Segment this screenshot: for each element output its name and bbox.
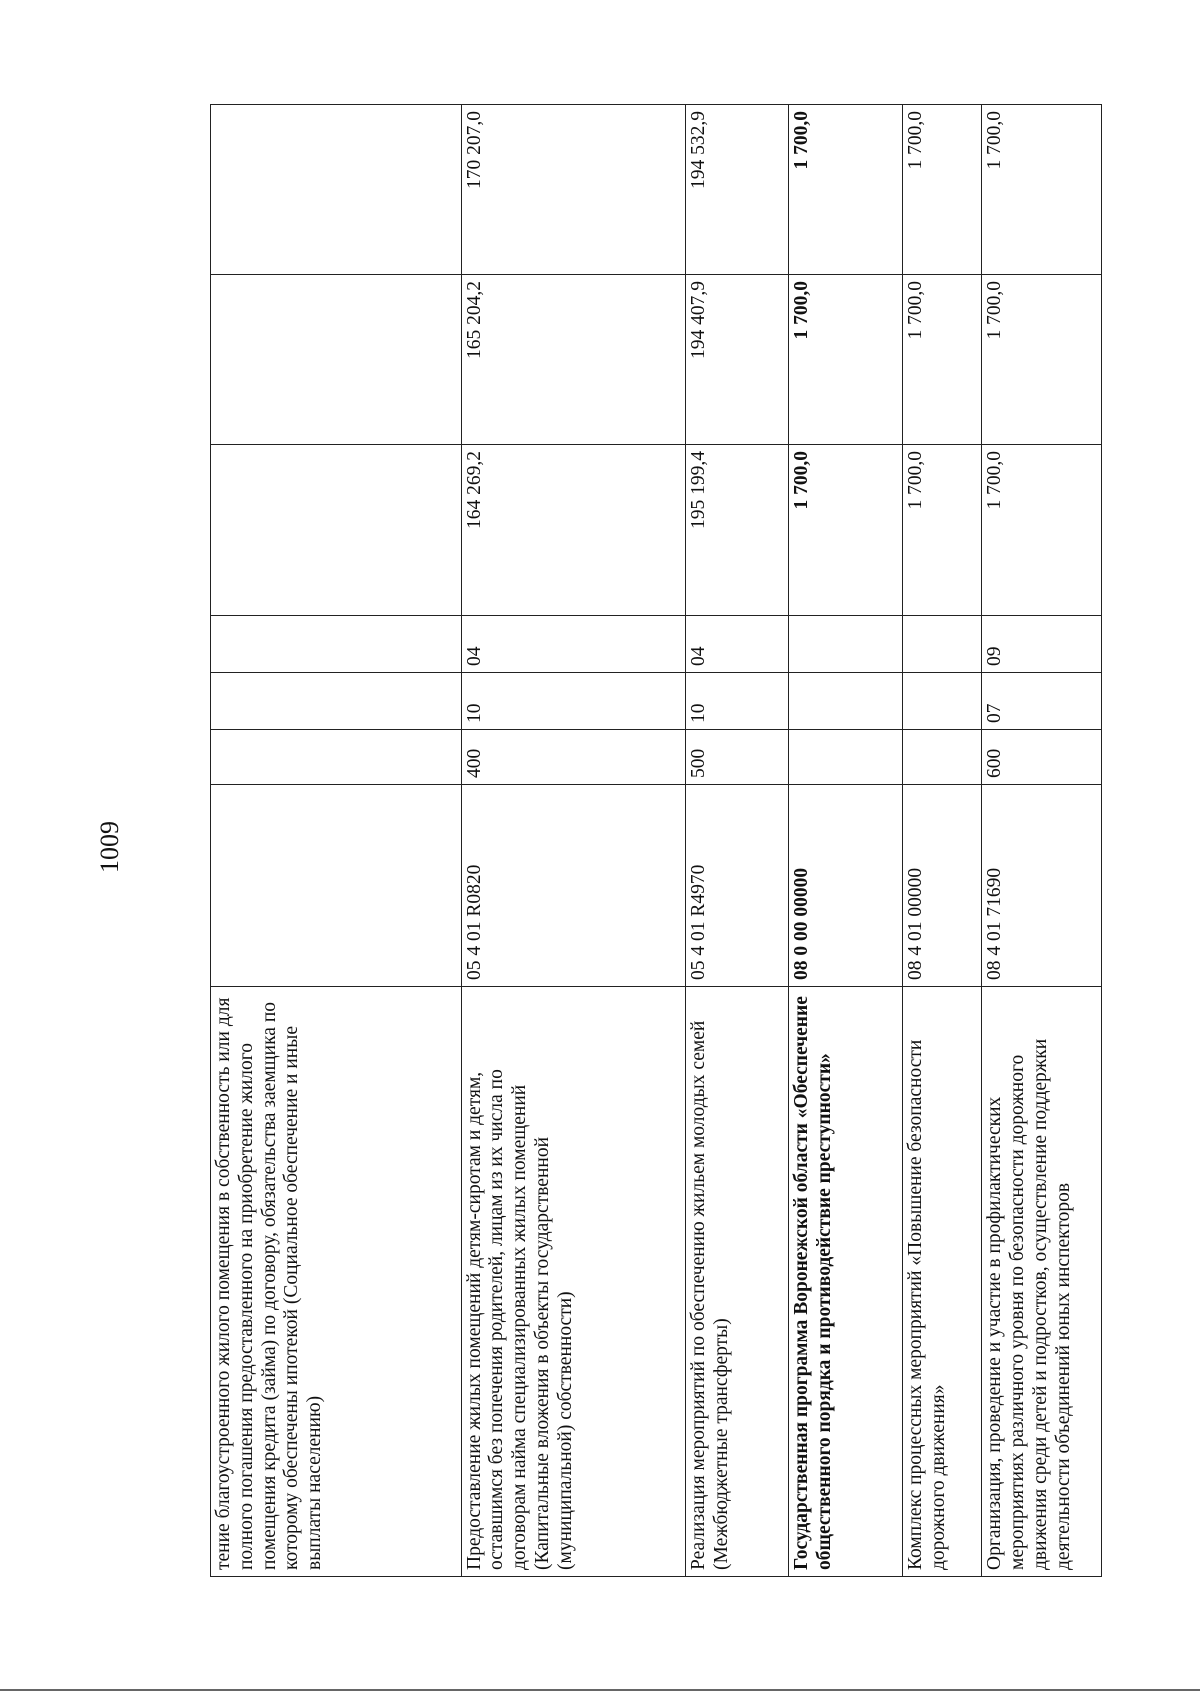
cell-pr: 04 bbox=[461, 616, 685, 673]
cell-name: Реализация мероприятий по обеспечению жильем молодых семей (Межбюджетные трансферты) bbox=[685, 987, 788, 1577]
page-number: 1009 bbox=[95, 821, 124, 873]
cell-vr bbox=[211, 730, 462, 785]
cell-code: 08 4 01 71690 bbox=[982, 785, 1102, 987]
cell-vr bbox=[789, 730, 903, 785]
cell-code: 05 4 01 R4970 bbox=[685, 785, 788, 987]
cell-year3: 194 532,9 bbox=[685, 105, 788, 275]
cell-vr bbox=[903, 730, 982, 785]
table-row bbox=[461, 105, 685, 1577]
table-row bbox=[789, 105, 903, 1577]
cell-rz bbox=[211, 673, 462, 730]
cell-pr bbox=[789, 616, 903, 673]
cell-code: 05 4 01 R0820 bbox=[461, 785, 685, 987]
cell-code: 08 4 01 00000 bbox=[903, 785, 982, 987]
scan-edge-line bbox=[0, 1689, 1200, 1691]
cell-pr bbox=[903, 616, 982, 673]
cell-year1: 1 700,0 bbox=[903, 445, 982, 616]
cell-name: Предоставление жилых помещений детям-сиротам и детям, оставшимся без попечения родителей, лицам из их числа по договорам найма специализированных жилых помещений (Капитальные вложения в объекты государственной (муниципальной) собственности) bbox=[461, 987, 685, 1577]
cell-year3: 1 700,0 bbox=[982, 105, 1102, 275]
cell-vr: 500 bbox=[685, 730, 788, 785]
table-row bbox=[685, 105, 788, 1577]
cell-rz bbox=[903, 673, 982, 730]
cell-year1: 195 199,4 bbox=[685, 445, 788, 616]
cell-rz: 10 bbox=[685, 673, 788, 730]
cell-year1: 164 269,2 bbox=[461, 445, 685, 616]
cell-rz bbox=[789, 673, 903, 730]
cell-year2: 194 407,9 bbox=[685, 275, 788, 445]
table-row bbox=[982, 105, 1102, 1577]
cell-pr bbox=[211, 616, 462, 673]
cell-name: Государственная программа Воронежской области «Обеспечение общественного порядка и противодействие преступности» bbox=[789, 987, 903, 1577]
cell-year1 bbox=[211, 445, 462, 616]
cell-year3: 170 207,0 bbox=[461, 105, 685, 275]
cell-pr: 04 bbox=[685, 616, 788, 673]
cell-year3 bbox=[211, 105, 462, 275]
cell-rz: 07 bbox=[982, 673, 1102, 730]
cell-year2: 1 700,0 bbox=[903, 275, 982, 445]
table-body bbox=[211, 105, 1102, 1577]
cell-name: Комплекс процессных мероприятий «Повышение безопасности дорожного движения» bbox=[903, 987, 982, 1577]
table-row bbox=[211, 105, 462, 1577]
cell-code: 08 0 00 00000 bbox=[789, 785, 903, 987]
cell-name: тение благоустроенного жилого помещения в собственность или для полного погашения предоставленного на приобретение жилого помещения кредита (займа) по договору, обязательства заемщика по которому обеспечены ипотекой (Социальное обеспечение и иные выплаты населению) bbox=[211, 987, 462, 1577]
cell-rz: 10 bbox=[461, 673, 685, 730]
cell-year1: 1 700,0 bbox=[789, 445, 903, 616]
cell-year3: 1 700,0 bbox=[789, 105, 903, 275]
cell-year2: 1 700,0 bbox=[982, 275, 1102, 445]
cell-year3: 1 700,0 bbox=[903, 105, 982, 275]
cell-year1: 1 700,0 bbox=[982, 445, 1102, 616]
cell-name: Организация, проведение и участие в профилактических мероприятиях различного уровня по безопасности дорожного движения среди детей и подростков, осуществление поддержки деятельности объединений юных инспекторов bbox=[982, 987, 1102, 1577]
cell-year2: 1 700,0 bbox=[789, 275, 903, 445]
cell-code bbox=[211, 785, 462, 987]
budget-table bbox=[210, 104, 1102, 1577]
cell-vr: 600 bbox=[982, 730, 1102, 785]
cell-year2 bbox=[211, 275, 462, 445]
cell-vr: 400 bbox=[461, 730, 685, 785]
cell-year2: 165 204,2 bbox=[461, 275, 685, 445]
cell-pr: 09 bbox=[982, 616, 1102, 673]
table-row bbox=[903, 105, 982, 1577]
table-container bbox=[210, 105, 1102, 1577]
